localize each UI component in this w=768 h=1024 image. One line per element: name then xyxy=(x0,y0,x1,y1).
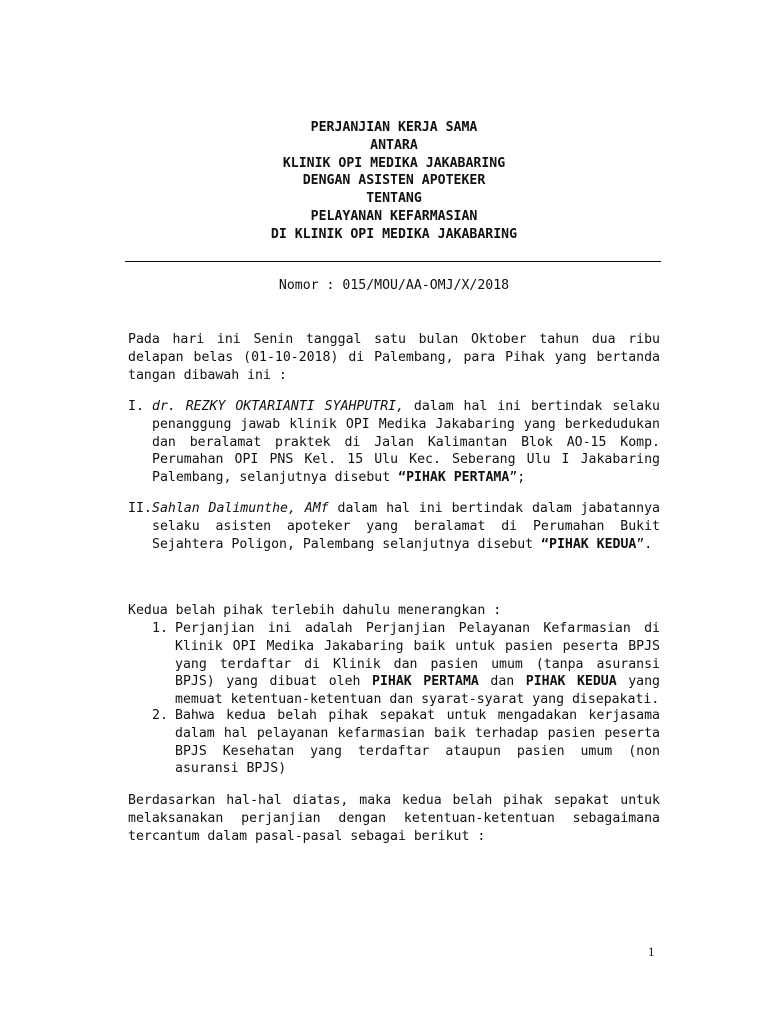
point2-marker: 2. xyxy=(152,708,168,723)
party1-paragraph xyxy=(152,398,660,487)
point1-paragraph xyxy=(175,620,660,709)
party2-alias-close: ”. xyxy=(636,536,653,552)
party2-alias: PIHAK KEDUA xyxy=(549,536,637,552)
title-line: ANTARA xyxy=(370,137,418,153)
title-line: TENTANG xyxy=(366,191,422,207)
party1-marker: I. xyxy=(128,399,144,414)
closing-paragraph: Berdasarkan hal-hal diatas, maka kedua belah pihak sepakat untuk melaksanakan perjanjian dengan ketentuan-ketentuan sebagaimana tercantum dalam pasal-pasal sebagai berikut : xyxy=(128,793,660,844)
party2-marker: II. xyxy=(128,501,152,516)
point1-marker: 1. xyxy=(152,621,168,636)
document-number: Nomor : 015/MOU/AA-OMJ/X/2018 xyxy=(278,278,510,293)
party1-alias-close: ”; xyxy=(509,470,526,486)
party1-text: dalam hal ini bertindak selaku penanggung jawab klinik OPI Medika Jakabaring yang berkedudukan dan beralamat praktek di Jalan Kalimantan Blok AO-15 Komp. Perumahan OPI PNS Kel. 15 Ulu Kec. Seberang Ulu I Jakabaring Palembang, selanjutnya disebut xyxy=(152,399,660,486)
party1-name: dr. REZKY OKTARIANTI SYAHPUTRI, xyxy=(152,399,405,414)
document-title xyxy=(128,119,660,244)
party2-alias-open: “ xyxy=(541,536,549,552)
point2-paragraph: Bahwa kedua belah pihak sepakat untuk mengadakan kerjasama dalam hal pelayanan kefarmasian baik terhadap pasien peserta BPJS Kesehatan yang terdaftar ataupun pasien umum (non asuransi BPJS) xyxy=(175,708,660,777)
page-number: 1 xyxy=(648,944,655,959)
point1-bold-b: PIHAK KEDUA xyxy=(525,674,617,690)
horizontal-divider xyxy=(125,261,661,262)
title-line: DENGAN ASISTEN APOTEKER xyxy=(302,173,486,189)
title-line: PELAYANAN KEFARMASIAN xyxy=(310,208,478,224)
title-line: DI KLINIK OPI MEDIKA JAKABARING xyxy=(270,226,518,242)
party1-alias: PIHAK PERTAMA xyxy=(406,470,510,486)
title-line: KLINIK OPI MEDIKA JAKABARING xyxy=(282,155,506,171)
point1-text-c: yang memuat ketentuan-ketentuan dan syarat-syarat yang disepakati. xyxy=(175,674,660,708)
point1-bold-a: PIHAK PERTAMA xyxy=(372,674,479,690)
party2-paragraph xyxy=(152,500,660,553)
party2-name: Sahlan Dalimunthe, AMf xyxy=(152,501,329,516)
party2-text: dalam hal ini bertindak dalam jabatannya selaku asisten apoteker yang beralamat di Perumahan Bukit Sejahtera Poligon, Palembang selanjutnya disebut xyxy=(152,501,660,552)
point1-text-b: dan xyxy=(478,674,526,690)
intro-paragraph: Kedua belah pihak terlebih dahulu menerangkan : xyxy=(128,603,502,618)
party1-alias-open: “ xyxy=(398,470,407,486)
point1-text-a: Perjanjian ini adalah Perjanjian Pelayanan Kefarmasian di Klinik OPI Medika Jakabaring baik untuk pasien peserta BPJS yang terdaftar di Klinik dan pasien umum (tanpa asuransi BPJS) yang dibuat oleh xyxy=(175,621,660,690)
opening-paragraph: Pada hari ini Senin tanggal satu bulan Oktober tahun dua ribu delapan belas (01-10-2018) di Palembang, para Pihak yang bertanda tangan dibawah ini : xyxy=(128,332,660,383)
title-line: PERJANJIAN KERJA SAMA xyxy=(310,120,478,135)
